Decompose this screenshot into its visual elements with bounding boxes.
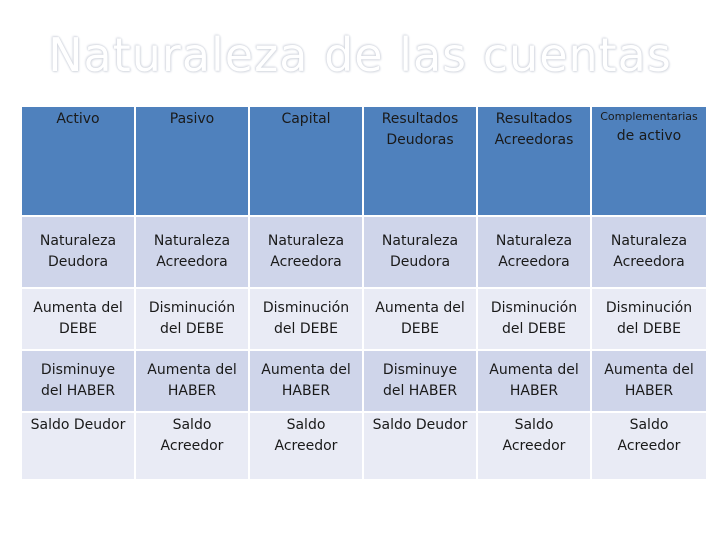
header-label: Deudoras <box>386 132 454 148</box>
cell-line: Disminución <box>262 300 350 316</box>
cell-line: Acreedora <box>156 254 228 270</box>
table-row <box>21 412 707 480</box>
table-cell <box>477 216 591 288</box>
table-row <box>21 350 707 412</box>
cell-line: HABER <box>167 383 217 399</box>
header-label: Resultados <box>381 111 459 127</box>
cell-line: Aumenta del <box>33 300 123 316</box>
cell-line: Saldo <box>514 417 554 433</box>
table-cell <box>135 216 249 288</box>
table-cell <box>591 350 707 412</box>
cell-line: del DEBE <box>617 321 681 337</box>
cell-line: Naturaleza <box>610 233 688 249</box>
table-cell <box>363 350 477 412</box>
cell-line: Disminuye <box>40 362 116 378</box>
cell-line: Saldo <box>629 417 669 433</box>
header-label: Acreedoras <box>494 132 574 148</box>
header-cell-pasivo <box>135 106 249 216</box>
cell-line: Deudora <box>389 254 451 270</box>
cell-line: del DEBE <box>502 321 566 337</box>
table-cell <box>249 350 363 412</box>
cell-line: Naturaleza <box>267 233 345 249</box>
cell-line: Acreedor <box>502 438 566 454</box>
header-cell-capital <box>249 106 363 216</box>
cell-line: Disminución <box>490 300 578 316</box>
accounts-nature-table <box>20 105 708 481</box>
cell-line: Aumenta del <box>375 300 465 316</box>
slide-title: Naturaleza de las cuentas <box>48 28 672 82</box>
cell-line: Saldo <box>286 417 326 433</box>
header-label: Resultados <box>495 111 573 127</box>
header-cell-resultados-deudoras <box>363 106 477 216</box>
table-cell <box>249 412 363 480</box>
cell-line: del DEBE <box>274 321 338 337</box>
cell-line: DEBE <box>58 321 98 337</box>
cell-line: Disminución <box>605 300 693 316</box>
cell-line: HABER <box>624 383 674 399</box>
cell-line: Aumenta del <box>489 362 579 378</box>
header-label: Complementarias <box>600 110 698 123</box>
cell-line: Aumenta del <box>147 362 237 378</box>
cell-line: Acreedora <box>613 254 685 270</box>
table-cell <box>363 412 477 480</box>
header-cell-resultados-acreedoras <box>477 106 591 216</box>
cell-line: del HABER <box>382 383 458 399</box>
cell-line: Deudora <box>47 254 109 270</box>
cell-line: Acreedora <box>498 254 570 270</box>
cell-line: Acreedora <box>270 254 342 270</box>
table-cell <box>21 412 135 480</box>
table-cell <box>21 288 135 350</box>
table-header-row <box>21 106 707 216</box>
header-label: Pasivo <box>169 111 215 127</box>
table-cell <box>135 412 249 480</box>
cell-line: HABER <box>509 383 559 399</box>
cell-line: Saldo Deudor <box>372 417 468 433</box>
table-cell <box>135 288 249 350</box>
cell-line: Naturaleza <box>495 233 573 249</box>
header-label: Capital <box>281 111 331 127</box>
table-cell <box>249 216 363 288</box>
header-cell-activo <box>21 106 135 216</box>
cell-line: HABER <box>281 383 331 399</box>
table-cell <box>477 350 591 412</box>
table-cell <box>591 216 707 288</box>
header-cell-complementarias <box>591 106 707 216</box>
header-label: de activo <box>616 128 682 144</box>
table-row <box>21 288 707 350</box>
cell-line: DEBE <box>400 321 440 337</box>
cell-line: Acreedor <box>274 438 338 454</box>
table-cell <box>135 350 249 412</box>
cell-line: Disminución <box>148 300 236 316</box>
table-cell <box>21 350 135 412</box>
table-cell <box>363 216 477 288</box>
cell-line: Acreedor <box>160 438 224 454</box>
table-cell <box>591 288 707 350</box>
cell-line: Saldo Deudor <box>30 417 126 433</box>
table-cell <box>249 288 363 350</box>
table-cell <box>363 288 477 350</box>
cell-line: Saldo <box>172 417 212 433</box>
cell-line: Acreedor <box>617 438 681 454</box>
cell-line: Naturaleza <box>153 233 231 249</box>
table-cell <box>477 288 591 350</box>
header-label: Activo <box>56 111 100 127</box>
cell-line: del HABER <box>40 383 116 399</box>
table-row <box>21 216 707 288</box>
cell-line: Aumenta del <box>604 362 694 378</box>
table-cell <box>21 216 135 288</box>
table-cell <box>591 412 707 480</box>
cell-line: Naturaleza <box>39 233 117 249</box>
cell-line: Aumenta del <box>261 362 351 378</box>
cell-line: Naturaleza <box>381 233 459 249</box>
cell-line: del DEBE <box>160 321 224 337</box>
cell-line: Disminuye <box>382 362 458 378</box>
table-cell <box>477 412 591 480</box>
